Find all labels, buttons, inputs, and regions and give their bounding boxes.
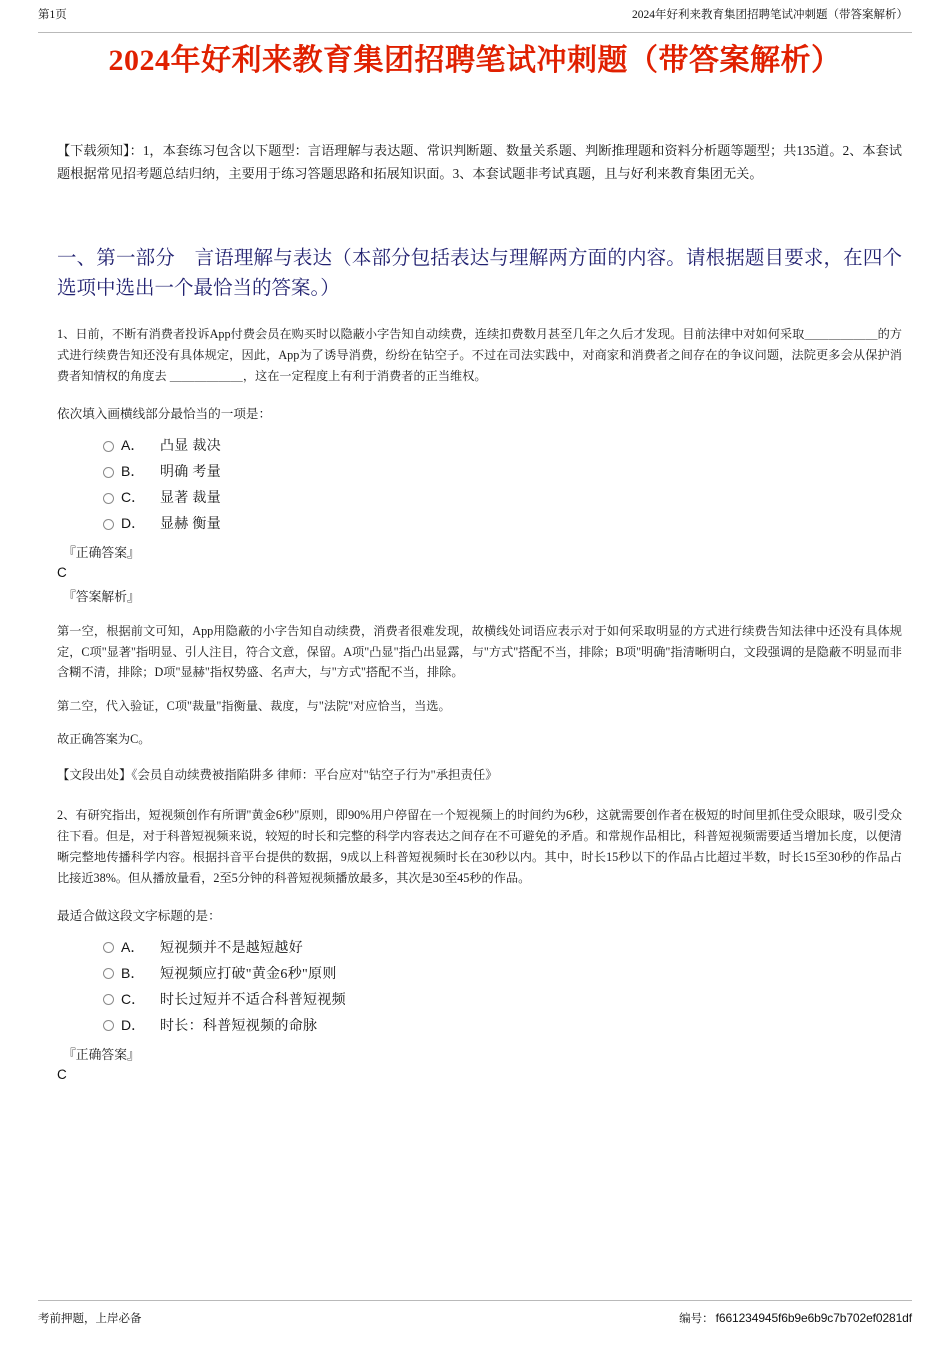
correct-answer-value: C <box>57 1066 67 1082</box>
radio-icon[interactable] <box>103 1020 114 1031</box>
option-text: 短视频应打破"黄金6秒"原则 <box>160 966 337 982</box>
option-letter: B． <box>121 964 145 981</box>
question-block <box>57 785 902 1085</box>
footer-slogan: 考前押题，上岸必备 <box>38 1313 142 1325</box>
footer-document-id <box>679 1310 912 1327</box>
option-letter: C． <box>121 990 146 1007</box>
option-row[interactable] <box>57 934 902 960</box>
option-text: 时长：科普短视频的命脉 <box>160 1018 318 1034</box>
running-footer <box>38 1300 912 1327</box>
explanation-paragraph: 故正确答案为C。 <box>57 732 151 746</box>
explanation-label: 『答案解析』 <box>63 590 140 604</box>
correct-answer-label: 『正确答案』 <box>63 1047 140 1062</box>
source-citation: 【文段出处】《会员自动续费被指陷阱多 律师：平台应对"钻空子行为"承担责任》 <box>57 767 498 782</box>
question-stem: 2、有研究指出，短视频创作有所谓"黄金6秒"原则，即90%用户停留在一个短视频上的时间约为6秒，这就需要创作者在极短的时间里抓住受众眼球，吸引受众往下看。但是，对于科普短视频来说，较短的时长和完整的科学内容表达之间存在不可避免的矛盾。和常规作品相比，科普短视频需要适当增加长度，以便清晰完整地传播科学内容。根据抖音平台提供的数据，9成以上科普短视频时长在30秒以内。其中，时长15秒以下的作品占比超过半数，时长15至30秒的作品占比接近38%。但从播放量看，2至5分钟的科普短视频播放最多，其次是30至45秒的作品。 <box>57 807 902 885</box>
running-header-title: 2024年好利来教育集团招聘笔试冲刺题（带答案解析） <box>632 9 908 21</box>
question-prompt: 最适合做这段文字标题的是： <box>57 908 221 923</box>
radio-icon[interactable] <box>103 519 114 530</box>
correct-answer-value: C <box>57 565 67 580</box>
option-letter: B． <box>121 463 145 479</box>
option-row[interactable] <box>57 458 902 484</box>
section-heading: 一、第一部分 言语理解与表达（本部分包括表达与理解两方面的内容。请根据题目要求，在四个选项中选出一个最恰当的答案。） <box>57 248 902 299</box>
option-list <box>57 424 902 536</box>
radio-icon[interactable] <box>103 968 114 979</box>
question-block <box>57 304 902 785</box>
option-row[interactable] <box>57 510 902 536</box>
page-number-label: 第1页 <box>38 9 67 21</box>
option-letter: A． <box>121 938 145 955</box>
option-text: 短视频并不是越短越好 <box>160 940 303 956</box>
radio-icon[interactable] <box>103 441 114 452</box>
question-stem: 1、日前，不断有消费者投诉App付费会员在购买时以隐蔽小字告知自动续费，连续扣费数月甚至几年之久后才发现。目前法律中对如何采取＿＿＿＿＿＿的方式进行续费告知还没有具体规定，因此，App为了诱导消费，纷纷在钻空子。不过在司法实践中，对商家和消费者之间存在的争议问题，法院更多会从保护消费者知情权的角度去 ＿＿＿＿＿＿，这在一定程度上有利于消费者的正当维权。 <box>57 327 902 383</box>
footer-id-code: f661234945f6b9e6b9c7b702ef0281df <box>715 1311 912 1325</box>
explanation-paragraph: 第二空，代入验证，C项"裁量"指衡量、裁度，与"法院"对应恰当，当选。 <box>57 698 451 713</box>
option-letter: A． <box>121 437 145 453</box>
option-row[interactable] <box>57 960 902 986</box>
download-notice: 【下载须知】：1，本套练习包含以下题型：言语理解与表达题、常识判断题、数量关系题、判断推理题和资料分析题等题型；共135道。2、本套试题根据常见招考题总结归纳，主要用于练习答题思路和拓展知识面。3、本套试题非考试真题，且与好利来教育集团无关。 <box>57 143 902 181</box>
option-letter: C． <box>121 489 146 505</box>
option-row[interactable] <box>57 484 902 510</box>
radio-icon[interactable] <box>103 994 114 1005</box>
option-text: 时长过短并不适合科普短视频 <box>160 992 346 1008</box>
radio-icon[interactable] <box>103 493 114 504</box>
document-body <box>57 140 902 1085</box>
option-row[interactable] <box>57 986 902 1012</box>
option-letter: D． <box>121 515 146 531</box>
question-prompt: 依次填入画横线部分最恰当的一项是： <box>57 407 272 421</box>
page-title: 2024年好利来教育集团招聘笔试冲刺题（带答案解析） <box>108 44 842 77</box>
option-text: 显著 裁量 <box>160 491 221 506</box>
correct-answer-label: 『正确答案』 <box>63 546 140 560</box>
footer-id-label: 编号： <box>679 1313 714 1325</box>
radio-icon[interactable] <box>103 942 114 953</box>
option-row[interactable] <box>57 1012 902 1038</box>
running-header <box>38 8 912 33</box>
option-text: 显赫 衡量 <box>160 517 221 532</box>
option-text: 明确 考量 <box>160 465 221 480</box>
option-text: 凸显 裁决 <box>160 439 221 454</box>
option-row[interactable] <box>57 432 902 458</box>
radio-icon[interactable] <box>103 467 114 478</box>
explanation-paragraph: 第一空，根据前文可知，App用隐蔽的小字告知自动续费，消费者很难发现，故横线处词语应表示对于如何采取明显的方式进行续费告知法律中还没有具体规定，C项"显著"指明显、引人注目，符合文意，保留。A项"凸显"指凸出显露，与"方式"搭配不当，排除；B项"明确"指清晰明白，文段强调的是隐蔽不明显而非含糊不清，排除；D项"显赫"指权势盛、名声大，与"方式"搭配不当，排除。 <box>57 624 902 679</box>
option-letter: D． <box>121 1016 146 1033</box>
option-list <box>57 926 902 1038</box>
